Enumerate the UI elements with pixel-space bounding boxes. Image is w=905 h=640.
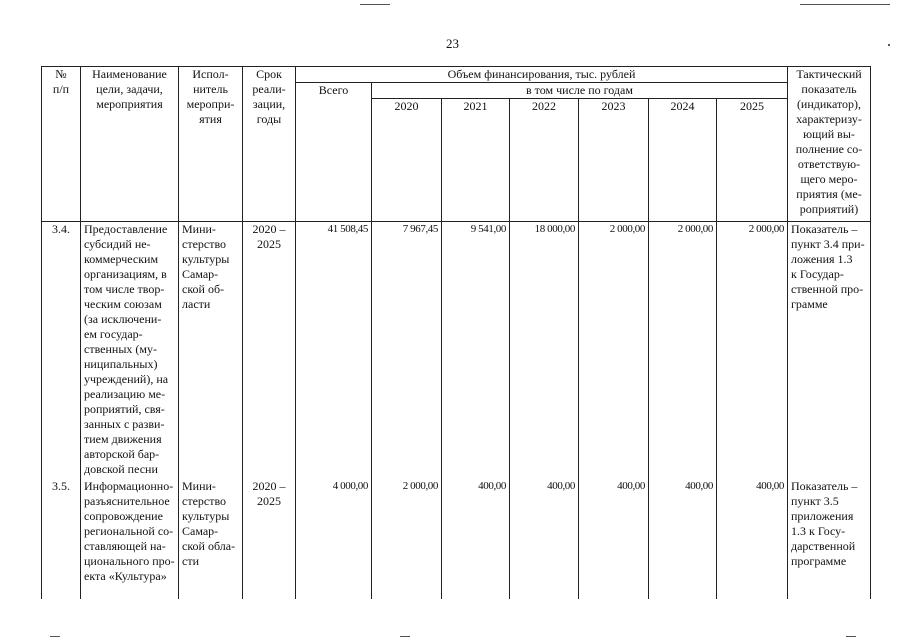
row-year-value: 400,00 [579,479,649,599]
header-total: Всего [296,83,372,222]
table-row [42,479,871,599]
scan-artifact [846,636,856,637]
header-year: 2020 [372,99,442,222]
row-executor: Мини- стерство культуры Самар- ской об- ласти [179,222,243,479]
scan-artifact [360,4,390,5]
header-term: Срок реали- зации, годы [243,67,296,222]
header-indicator: Тактический показатель (индикатор), характеризу- ющий вы- полнение со- ответствую- щего меро- приятия (ме- роприятий) [788,67,871,222]
row-name: Информационно- разъяснительное сопровождение региональной со- ставляющей на- ционального про- екта «Культура» [81,479,179,599]
header-year: 2021 [442,99,510,222]
table-row [42,222,871,479]
header-by-years: в том числе по годам [372,83,788,99]
row-total: 4 000,00 [296,479,372,599]
scan-artifact [50,636,60,637]
scan-artifact [400,636,410,637]
row-year-value: 2 000,00 [579,222,649,479]
row-name: Предоставление субсидий не- коммерческим организациям, в том числе твор- ческим союзам (за исключени- ем государ- ственных (му- ниципальных) учреждений), на реализацию ме- роприятий, свя- занных с разви- тием движения авторской бар- довской песни [81,222,179,479]
header-name: Наименование цели, задачи, мероприятия [81,67,179,222]
page-number: 23 [446,36,459,51]
row-year-value: 2 000,00 [717,222,788,479]
header-year: 2022 [510,99,579,222]
row-year-value: 2 000,00 [649,222,717,479]
row-year-value: 400,00 [717,479,788,599]
row-year-value: 400,00 [510,479,579,599]
header-num: № п/п [42,67,81,222]
header-executor: Испол- нитель меропри- ятия [179,67,243,222]
row-year-value: 9 541,00 [442,222,510,479]
row-term: 2020 – 2025 [243,479,296,599]
row-term: 2020 – 2025 [243,222,296,479]
scan-artifact [800,4,890,5]
header-year: 2023 [579,99,649,222]
row-executor: Мини- стерство культуры Самар- ской обла- сти [179,479,243,599]
header-row [42,67,871,83]
header-year: 2024 [649,99,717,222]
row-num: 3.5. [42,479,81,599]
row-year-value: 7 967,45 [372,222,442,479]
row-indicator: Показатель – пункт 3.5 приложения 1.3 к Госу- дарственной программе [788,479,871,599]
row-year-value: 2 000,00 [372,479,442,599]
row-year-value: 400,00 [649,479,717,599]
row-indicator: Показатель – пункт 3.4 при- ложения 1.3 к Государ- ственной про- грамме [788,222,871,479]
header-funding: Объем финансирования, тыс. рублей [296,67,788,83]
header-year: 2025 [717,99,788,222]
financing-table [41,66,871,599]
scan-artifact [888,44,890,46]
row-num: 3.4. [42,222,81,479]
row-year-value: 400,00 [442,479,510,599]
row-year-value: 18 000,00 [510,222,579,479]
row-total: 41 508,45 [296,222,372,479]
